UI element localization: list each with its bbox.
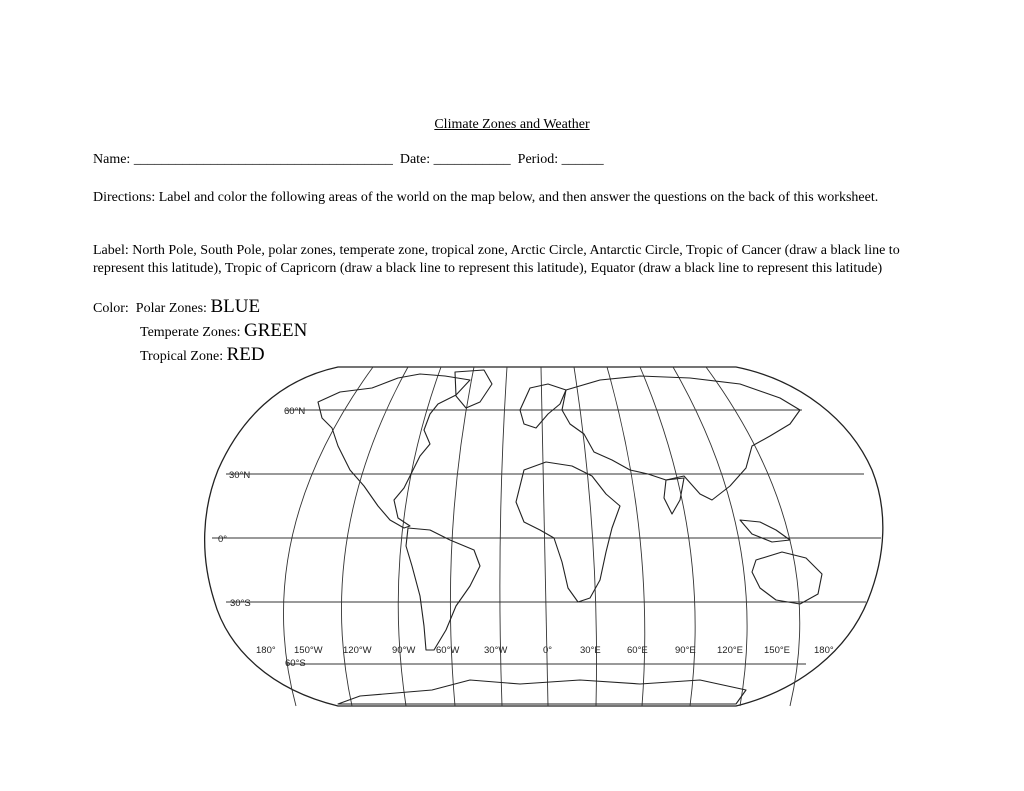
india-outline: [664, 478, 684, 514]
lon-label-180w: 180°: [256, 645, 276, 656]
temperate-color: GREEN: [243, 320, 308, 341]
north-america-outline: [318, 374, 470, 528]
date-label: Date:: [399, 152, 431, 167]
africa-outline: [516, 462, 620, 602]
period-blank[interactable]: ______: [561, 152, 604, 167]
asia-outline: [562, 376, 800, 500]
lon-label-120w: 120°W: [343, 645, 372, 656]
lon-label-90e: 90°E: [675, 645, 696, 656]
color-prefix: Color:: [93, 301, 129, 316]
antarctica-outline: [338, 680, 746, 704]
label-instructions: Label: North Pole, South Pole, polar zones, temperate zone, tropical zone, Arctic Circle, Antarctic Circle, Tropic of Cancer (draw a black line to represent this latitude), Tropic of Capricorn (draw a black line to represent this latitude), Equator (draw a black line to represent this latitude): [93, 243, 900, 276]
lon-label-60e: 60°E: [627, 645, 648, 656]
lon-label-180e: 180°: [814, 645, 834, 656]
lat-label-30s: 30°S: [230, 598, 251, 609]
europe-outline: [520, 384, 566, 428]
tropical-color: RED: [226, 344, 265, 365]
worksheet-title: Climate Zones and Weather: [434, 117, 590, 132]
lon-label-120e: 120°E: [717, 645, 743, 656]
date-blank[interactable]: ___________: [433, 152, 511, 167]
polar-zones-label: Polar Zones:: [135, 301, 207, 316]
lon-label-150w: 150°W: [294, 645, 323, 656]
tropical-zone-label: Tropical Zone:: [140, 349, 224, 364]
southeast-asia-islands-outline: [740, 520, 790, 542]
greenland-outline: [455, 370, 492, 408]
lat-label-60s: 60°S: [285, 658, 306, 669]
lon-label-30e: 30°E: [580, 645, 601, 656]
south-america-outline: [406, 528, 480, 650]
lat-label-30n: 30°N: [229, 470, 251, 481]
lon-label-0: 0°: [543, 645, 553, 656]
australia-outline: [752, 552, 822, 604]
longitude-labels: [256, 645, 834, 656]
name-label: Name:: [93, 152, 131, 167]
name-blank[interactable]: _____________________________________: [133, 152, 393, 167]
lat-label-60n: 60°N: [284, 406, 306, 417]
temperate-zones-label: Temperate Zones:: [140, 325, 241, 340]
lon-label-60w: 60°W: [436, 645, 460, 656]
lon-label-150e: 150°E: [764, 645, 790, 656]
lat-label-equator: 0°: [218, 534, 228, 545]
lon-label-90w: 90°W: [392, 645, 416, 656]
lon-label-30w: 30°W: [484, 645, 508, 656]
polar-color: BLUE: [210, 296, 261, 317]
period-label: Period:: [517, 152, 559, 167]
directions-text: Directions: Label and color the following areas of the world on the map below, and then answer the questions on the back of this worksheet.: [93, 190, 879, 205]
